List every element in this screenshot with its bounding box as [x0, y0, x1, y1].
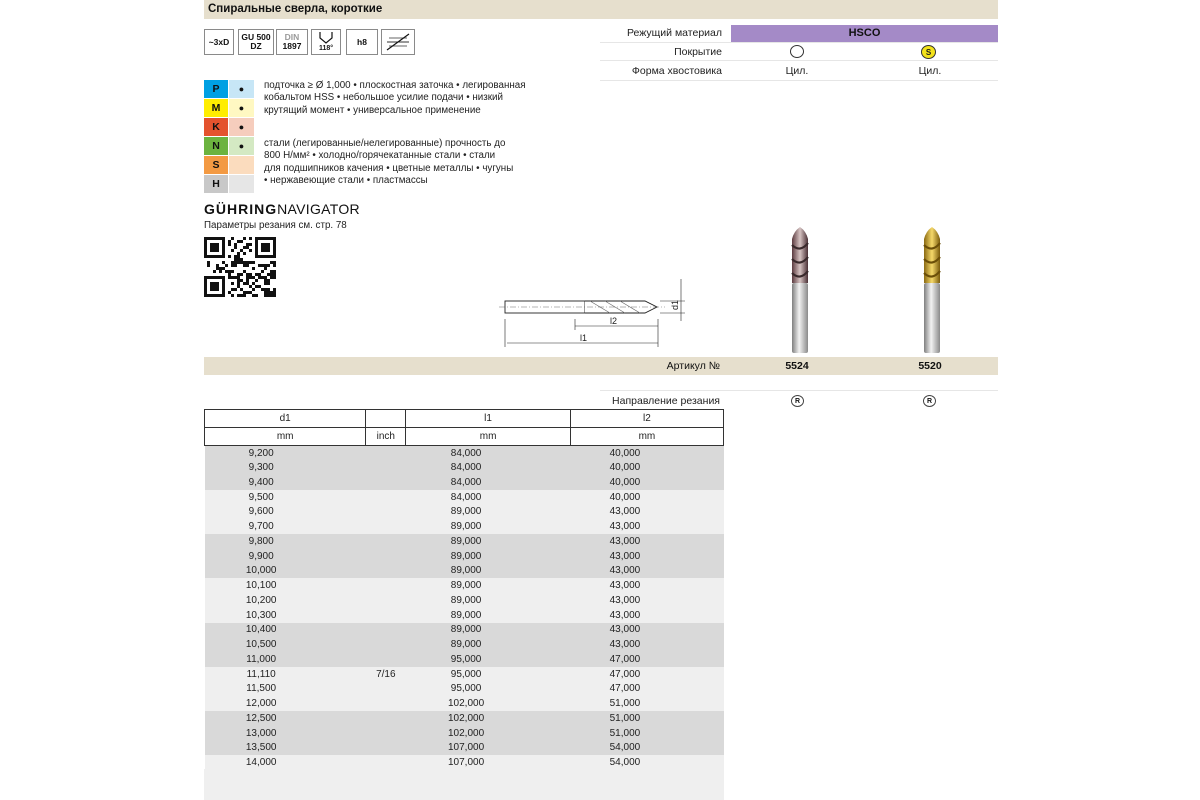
table-row: [205, 519, 724, 534]
iso-n-dot: ●: [229, 137, 254, 155]
cell-d1: 10,200: [205, 593, 366, 608]
shank-value-5520: Цил.: [918, 65, 942, 77]
table-row: [205, 667, 724, 682]
cell-d1: 12,500: [205, 711, 366, 726]
header-inch-blank: [366, 410, 406, 428]
material-value: HSCO: [848, 27, 881, 39]
iso-p-dot: ●: [229, 80, 254, 98]
cell-inch: [366, 460, 406, 475]
cell-inch: [366, 534, 406, 549]
brand-light: NAVIGATOR: [277, 201, 360, 217]
separator: [600, 60, 998, 61]
cell-l1: 95,000: [406, 667, 571, 682]
cell-d1: 9,900: [205, 549, 366, 564]
cell-l2: 43,000: [570, 564, 723, 579]
l1-label: l1: [580, 333, 588, 343]
drill-5520-image: [912, 225, 952, 353]
cell-inch: [366, 755, 406, 770]
cell-d1: 9,800: [205, 534, 366, 549]
iso-m-dot: ●: [229, 99, 254, 117]
drill-5524-image: [780, 225, 820, 353]
cell-d1: 11,500: [205, 682, 366, 697]
table-row: [205, 578, 724, 593]
table-row: [205, 726, 724, 741]
description-line: 800 Н/мм² • холодно/горячекатанные стали • стали: [264, 150, 496, 162]
cell-l1: 107,000: [406, 741, 571, 756]
table-row: [205, 460, 724, 475]
gu-standard-symbol: [238, 29, 274, 55]
cell-inch: [366, 652, 406, 667]
tin-coating-icon: S: [921, 45, 936, 59]
cell-inch: [366, 741, 406, 756]
description-line: стали (легированные/нелегированные) прочность до: [264, 138, 506, 149]
table-row: [205, 623, 724, 638]
table-row: [205, 755, 724, 770]
iso-n: N: [204, 137, 228, 155]
table-row: [205, 637, 724, 652]
iso-h: H: [204, 175, 228, 193]
separator: [600, 390, 998, 391]
cell-inch: [366, 490, 406, 505]
table-row: [205, 711, 724, 726]
description-line: • нержавеющие стали • пластмассы: [264, 175, 428, 187]
iso-k: K: [204, 118, 228, 136]
cell-inch: 7/16: [366, 667, 406, 682]
cell-l2: 43,000: [570, 505, 723, 520]
header-d1: d1: [205, 410, 366, 428]
header-l1: l1: [406, 410, 571, 428]
tolerance-symbol: h8: [346, 29, 378, 55]
right-hand-cut-icon: R: [923, 395, 936, 407]
length-ratio-symbol: ~3xD: [204, 29, 234, 55]
cell-inch: [366, 696, 406, 711]
cell-l2: 40,000: [570, 475, 723, 490]
description-features: [264, 80, 594, 117]
cell-inch: [366, 549, 406, 564]
table-row: [205, 534, 724, 549]
cell-d1: 9,300: [205, 460, 366, 475]
cell-l1: 89,000: [406, 534, 571, 549]
cell-l1: 89,000: [406, 578, 571, 593]
table-row: [205, 549, 724, 564]
cell-l2: 54,000: [570, 741, 723, 756]
cell-l1: 102,000: [406, 696, 571, 711]
coating-label: Покрытие: [674, 46, 722, 58]
cell-inch: [366, 711, 406, 726]
cell-l1: 102,000: [406, 726, 571, 741]
cell-l1: 95,000: [406, 652, 571, 667]
article-5520[interactable]: 5520: [918, 360, 942, 372]
drill-point-icon: [317, 32, 335, 44]
iso-p: P: [204, 80, 228, 98]
cell-d1: 9,500: [205, 490, 366, 505]
cell-l1: 89,000: [406, 637, 571, 652]
table-tail: [204, 769, 724, 800]
cell-d1: 10,000: [205, 564, 366, 579]
iso-s-dot: [229, 156, 254, 174]
cell-l1: 89,000: [406, 505, 571, 520]
cell-l1: 89,000: [406, 623, 571, 638]
table-row: [205, 490, 724, 505]
description-materials: [264, 138, 594, 188]
cell-l2: 43,000: [570, 578, 723, 593]
cell-d1: 9,200: [205, 446, 366, 461]
uncoated-icon: [790, 45, 804, 58]
unit-inch: inch: [366, 428, 406, 446]
unit-l1: mm: [406, 428, 571, 446]
iso-k-dot: ●: [229, 118, 254, 136]
cell-d1: 9,600: [205, 505, 366, 520]
cell-inch: [366, 519, 406, 534]
table-row: [205, 446, 724, 461]
cell-inch: [366, 682, 406, 697]
cell-d1: 11,000: [205, 652, 366, 667]
din-standard-symbol: [276, 29, 308, 55]
brand-bold: GÜHRING: [204, 201, 278, 217]
cell-l1: 84,000: [406, 475, 571, 490]
cell-l2: 43,000: [570, 593, 723, 608]
iso-h-dot: [229, 175, 254, 193]
right-hand-cut-icon: R: [791, 395, 804, 407]
d1-label: d1: [670, 299, 680, 310]
table-units-row: [205, 428, 724, 446]
table-row: [205, 564, 724, 579]
table-row: [205, 593, 724, 608]
cell-d1: 11,110: [205, 667, 366, 682]
cell-l1: 89,000: [406, 519, 571, 534]
cell-d1: 12,000: [205, 696, 366, 711]
no-coolant-graphic: [384, 32, 412, 52]
cell-d1: 10,100: [205, 578, 366, 593]
cell-l1: 84,000: [406, 460, 571, 475]
cell-l2: 43,000: [570, 549, 723, 564]
description-line: кобальтом HSS • небольшое усилие подачи • низкий: [264, 92, 503, 104]
cell-l2: 40,000: [570, 460, 723, 475]
cell-inch: [366, 564, 406, 579]
cell-d1: 9,700: [205, 519, 366, 534]
table-row: [205, 608, 724, 623]
drill-drawing: [495, 275, 695, 350]
table-row: [205, 696, 724, 711]
material-label: Режущий материал: [627, 27, 722, 39]
cell-l2: 43,000: [570, 623, 723, 638]
table-row: [205, 652, 724, 667]
cell-l1: 89,000: [406, 549, 571, 564]
cell-inch: [366, 637, 406, 652]
table-row: [205, 682, 724, 697]
cell-inch: [366, 726, 406, 741]
din-number: 1897: [282, 41, 302, 51]
din-label: DIN: [284, 32, 300, 42]
header-l2: l2: [570, 410, 723, 428]
cell-l2: 47,000: [570, 652, 723, 667]
point-angle-label: 118°: [318, 44, 334, 52]
cell-inch: [366, 578, 406, 593]
cell-d1: 9,400: [205, 475, 366, 490]
cell-d1: 10,400: [205, 623, 366, 638]
page-title: Спиральные сверла, короткие: [208, 3, 383, 15]
cell-inch: [366, 608, 406, 623]
cell-d1: 13,500: [205, 741, 366, 756]
cell-l2: 43,000: [570, 519, 723, 534]
gu-standard-bottom: DZ: [250, 41, 262, 51]
article-label: Артикул №: [666, 360, 720, 372]
table-row: [205, 741, 724, 756]
cell-l1: 84,000: [406, 490, 571, 505]
cell-l1: 95,000: [406, 682, 571, 697]
cell-d1: 10,300: [205, 608, 366, 623]
cell-l2: 40,000: [570, 446, 723, 461]
cell-l1: 84,000: [406, 446, 571, 461]
separator: [600, 80, 998, 81]
table-row: [205, 475, 724, 490]
cell-l2: 40,000: [570, 490, 723, 505]
cell-l2: 51,000: [570, 711, 723, 726]
cell-l1: 89,000: [406, 608, 571, 623]
description-line: крутящий момент • универсальное применение: [264, 104, 481, 116]
cell-inch: [366, 505, 406, 520]
unit-d1: mm: [205, 428, 366, 446]
cell-l1: 107,000: [406, 755, 571, 770]
cell-l2: 51,000: [570, 696, 723, 711]
cell-l2: 43,000: [570, 637, 723, 652]
dimensions-table: [204, 409, 724, 770]
description-line: подточка ≥ Ø 1,000 • плоскостная заточка • легированная: [264, 80, 526, 91]
cell-l2: 54,000: [570, 755, 723, 770]
shank-label: Форма хвостовика: [631, 65, 722, 77]
point-angle-icon: [311, 29, 341, 55]
iso-m: M: [204, 99, 228, 117]
cell-l2: 43,000: [570, 608, 723, 623]
cell-l2: 51,000: [570, 726, 723, 741]
cell-inch: [366, 623, 406, 638]
cell-d1: 10,500: [205, 637, 366, 652]
table-header-row: [205, 410, 724, 428]
cell-d1: 13,000: [205, 726, 366, 741]
guhring-navigator-logo: [204, 201, 360, 217]
cutting-params-note: Параметры резания см. стр. 78: [204, 220, 347, 231]
cell-l1: 89,000: [406, 593, 571, 608]
table-row: [205, 505, 724, 520]
cell-d1: 14,000: [205, 755, 366, 770]
qr-code-icon[interactable]: [204, 237, 276, 297]
gu-standard-top: GU 500: [241, 32, 271, 42]
separator: [600, 42, 998, 43]
cell-l1: 102,000: [406, 711, 571, 726]
no-coolant-icon: [381, 29, 415, 55]
article-5524[interactable]: 5524: [785, 360, 809, 372]
unit-l2: mm: [570, 428, 723, 446]
cell-l2: 47,000: [570, 667, 723, 682]
cell-inch: [366, 446, 406, 461]
l2-label: l2: [610, 316, 618, 326]
cell-inch: [366, 475, 406, 490]
description-line: для подшипников качения • цветные металлы • чугуны: [264, 162, 514, 174]
cutting-direction-label: Направление резания: [612, 395, 720, 407]
iso-s: S: [204, 156, 228, 174]
cell-l2: 47,000: [570, 682, 723, 697]
cell-l2: 43,000: [570, 534, 723, 549]
cell-inch: [366, 593, 406, 608]
shank-value-5524: Цил.: [785, 65, 809, 77]
cell-l1: 89,000: [406, 564, 571, 579]
